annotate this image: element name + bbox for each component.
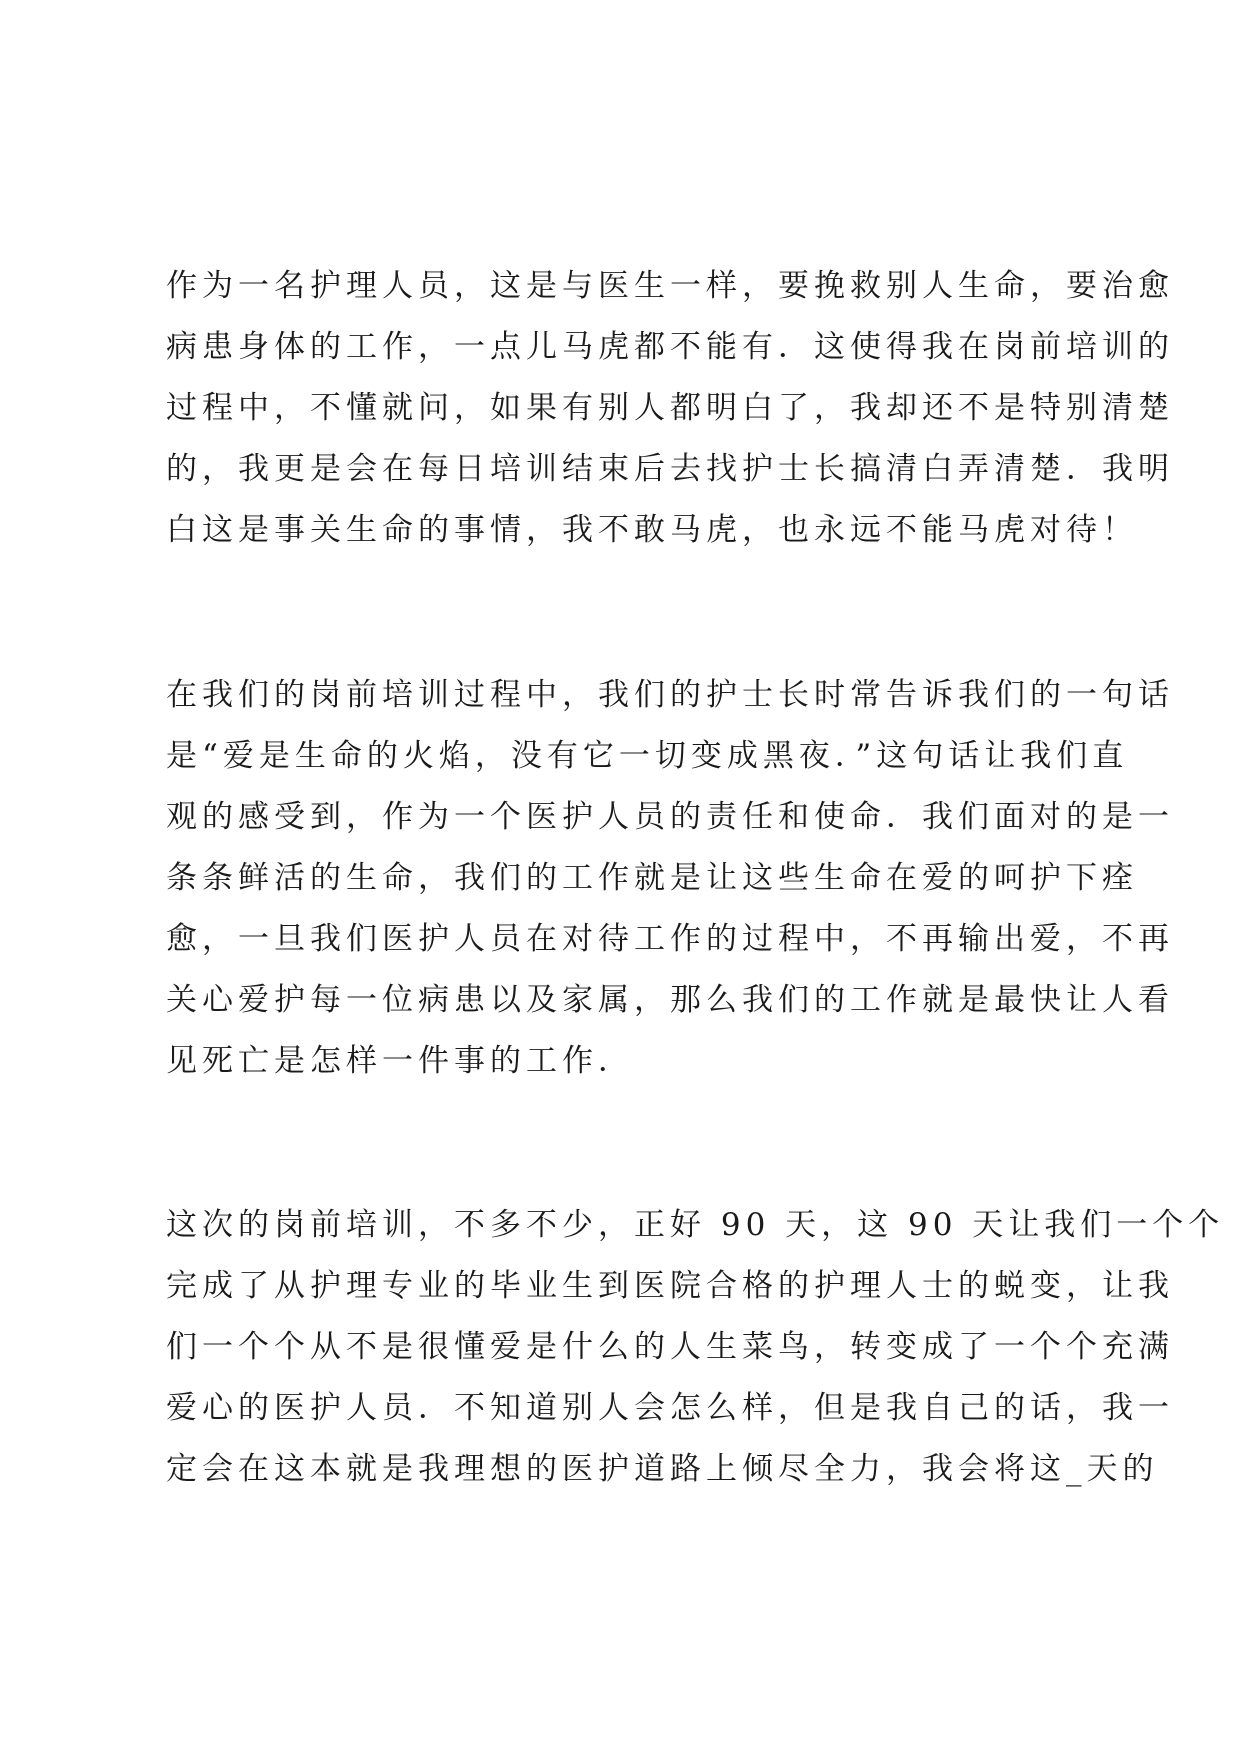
paragraph-line: 愈，一旦我们医护人员在对待工作的过程中，不再输出爱，不再 (166, 921, 1174, 957)
paragraph-line: 条条鲜活的生命，我们的工作就是让这些生命在爱的呵护下痊 (166, 860, 1138, 896)
paragraph-line: 在我们的岗前培训过程中，我们的护士长时常告诉我们的一句话 (166, 677, 1174, 713)
paragraph-line: 作为一名护理人员，这是与医生一样，要挽救别人生命，要治愈 (166, 268, 1174, 304)
paragraph-line: 爱心的医护人员．不知道别人会怎么样，但是我自己的话，我一 (166, 1390, 1174, 1426)
paragraph-line: 定会在这本就是我理想的医护道路上倾尽全力，我会将这_天的 (166, 1451, 1159, 1487)
paragraph-3 (166, 1195, 1225, 1500)
paragraph-line: 病患身体的工作，一点儿马虎都不能有．这使得我在岗前培训的 (166, 329, 1174, 365)
paragraph-line: 的，我更是会在每日培训结束后去找护士长搞清白弄清楚．我明 (166, 451, 1174, 487)
paragraph-line: 过程中，不懂就问，如果有别人都明白了，我却还不是特别清楚 (166, 390, 1174, 426)
paragraph-line: 是“爱是生命的火焰，没有它一切变成黑夜．”这句话让我们直 (166, 738, 1129, 774)
paragraph-line: 关心爱护每一位病患以及家属，那么我们的工作就是最快让人看 (166, 982, 1174, 1018)
paragraph-line: 们一个个从不是很懂爱是什么的人生菜鸟，转变成了一个个充满 (166, 1329, 1174, 1365)
paragraph-line: 观的感受到，作为一个医护人员的责任和使命．我们面对的是一 (166, 799, 1174, 835)
paragraph-line: 见死亡是怎样一件事的工作． (166, 1043, 634, 1079)
paragraph-line: 完成了从护理专业的毕业生到医院合格的护理人士的蜕变，让我 (166, 1268, 1174, 1304)
paragraph-2 (166, 665, 1174, 1092)
paragraph-line: 白这是事关生命的事情，我不敢马虎，也永远不能马虎对待！ (166, 512, 1138, 548)
paragraph-line: 这次的岗前培训，不多不少，正好 90 天，这 90 天让我们一个个 (166, 1207, 1225, 1243)
paragraph-1 (166, 256, 1174, 561)
